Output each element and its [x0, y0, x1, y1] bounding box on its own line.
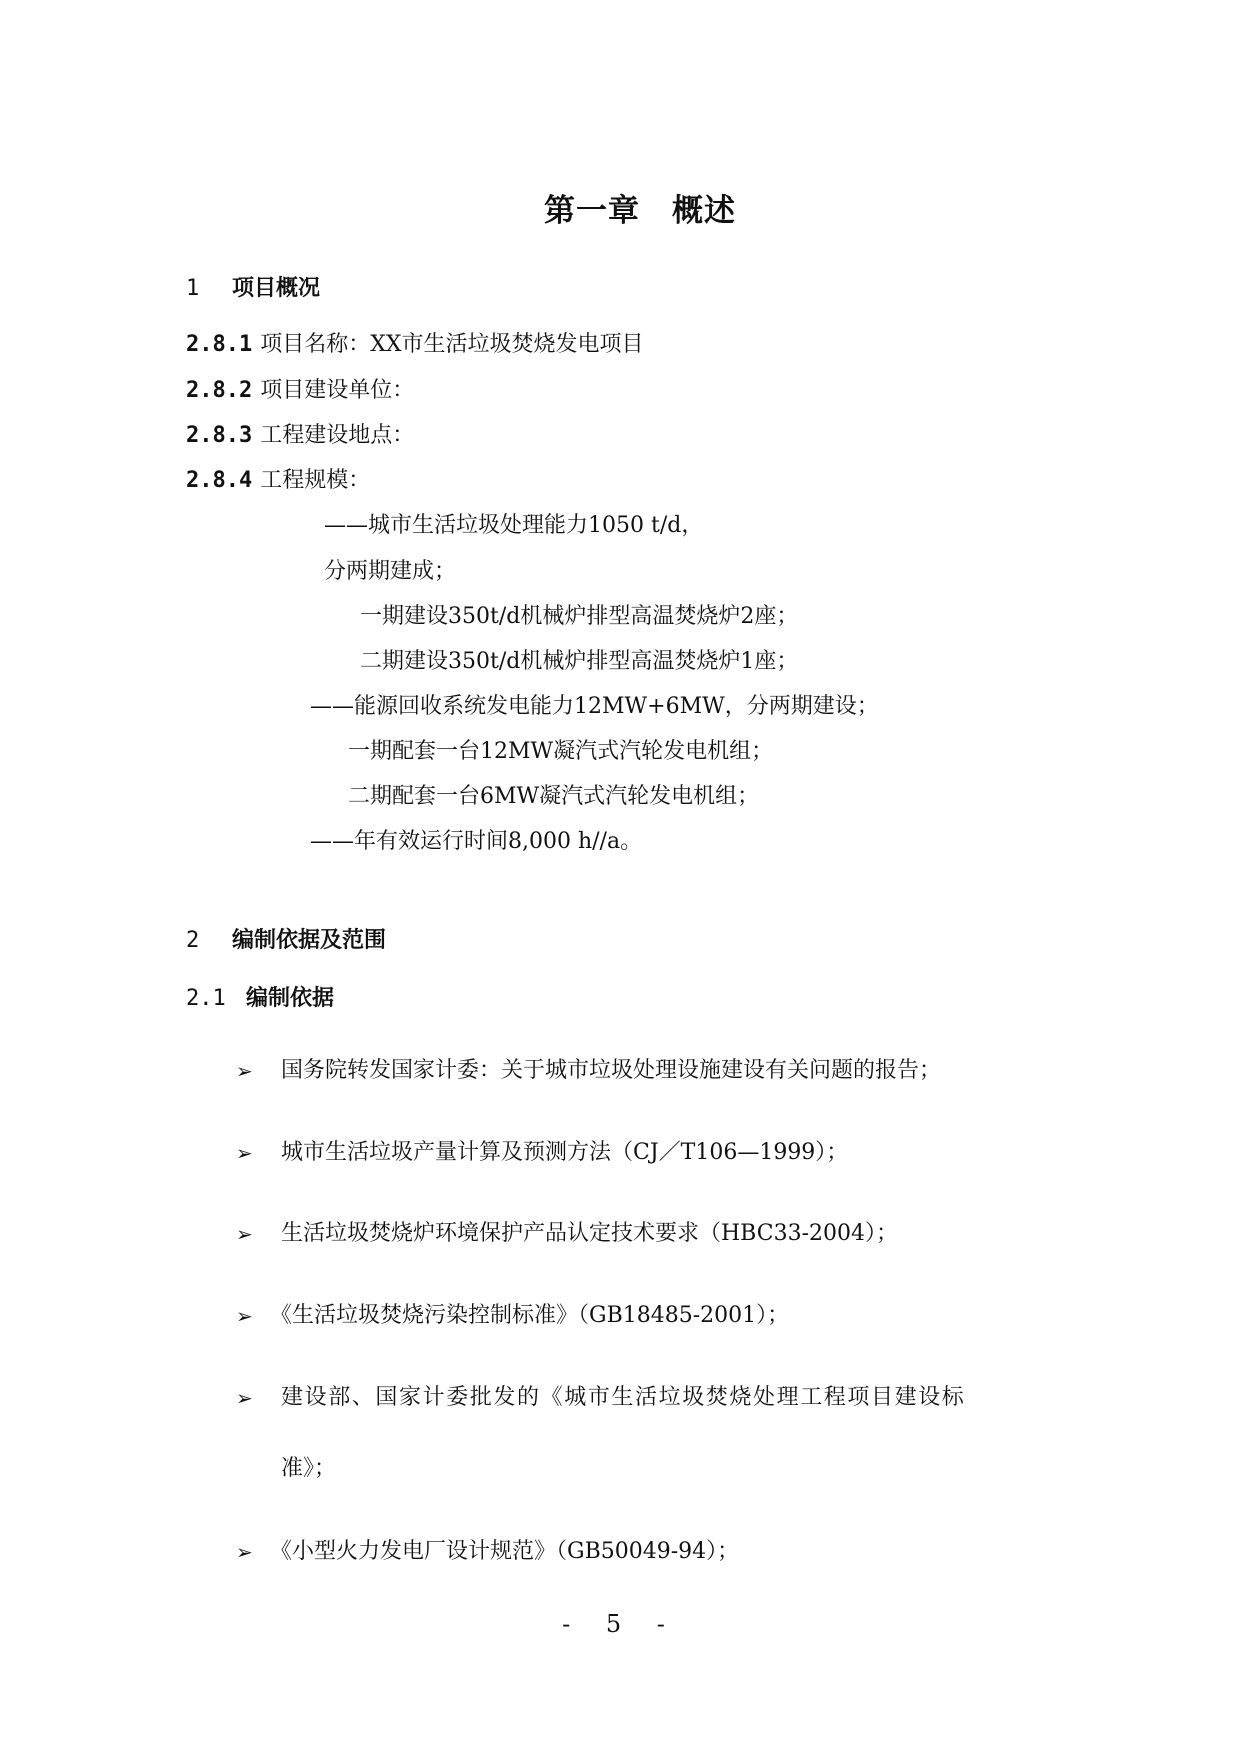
section-2-heading — [186, 930, 386, 952]
basis-item: 国务院转发国家计委：关于城市垃圾处理设施建设有关问题的报告； — [281, 1058, 942, 1083]
basis-item: 《生活垃圾焚烧污染控制标准》（GB18485-2001）； — [270, 1303, 790, 1328]
arrow-bullet-icon: ➢ — [236, 1222, 253, 1246]
item-number: 2.8.2 — [186, 378, 253, 403]
chapter-title-prefix: 第一章 — [544, 193, 640, 229]
basis-item: 《小型火力发电厂设计规范》（GB50049-94）； — [270, 1539, 740, 1564]
subsection-2-1-heading — [186, 988, 334, 1010]
scale-line: 二期建设350t/d机械炉排型高温焚烧炉1座； — [360, 649, 799, 674]
scale-line: 分两期建成； — [324, 559, 457, 584]
section-1-title: 项目概况 — [232, 276, 321, 301]
arrow-bullet-icon: ➢ — [236, 1141, 253, 1165]
item-project-name — [186, 334, 644, 356]
item-text: 工程规模： — [260, 468, 371, 493]
page-number: - 5 - — [562, 1610, 679, 1638]
section-1-heading — [186, 278, 320, 300]
item-text: 项目名称：XX市生活垃圾焚烧发电项目 — [260, 332, 644, 357]
chapter-title — [0, 193, 1241, 229]
item-number: 2.8.3 — [186, 423, 253, 448]
section-2-title: 编制依据及范围 — [232, 928, 387, 953]
section-1-number: 1 — [186, 276, 200, 301]
subsection-number: 2.1 — [186, 986, 226, 1011]
item-number: 2.8.1 — [186, 332, 253, 357]
item-project-scale — [186, 470, 370, 492]
arrow-bullet-icon: ➢ — [236, 1540, 253, 1564]
subsection-title: 编制依据 — [246, 986, 335, 1011]
arrow-bullet-icon: ➢ — [236, 1386, 253, 1410]
scale-line: 一期配套一台12MW凝汽式汽轮发电机组； — [348, 739, 774, 764]
scale-line: ——年有效运行时间8,000 h//a。 — [310, 829, 643, 854]
chapter-title-main: 概述 — [672, 193, 736, 229]
basis-item: 城市生活垃圾产量计算及预测方法（CJ／T106—1999）； — [281, 1140, 849, 1165]
arrow-bullet-icon: ➢ — [236, 1059, 253, 1083]
section-2-number: 2 — [186, 928, 200, 953]
item-text: 项目建设单位： — [260, 378, 415, 403]
arrow-bullet-icon: ➢ — [236, 1304, 253, 1328]
item-text: 工程建设地点： — [260, 423, 415, 448]
item-construction-unit — [186, 380, 414, 402]
basis-item: 生活垃圾焚烧炉环境保护产品认定技术要求（HBC33-2004）； — [281, 1221, 899, 1246]
scale-line: ——能源回收系统发电能力12MW+6MW，分两期建设； — [310, 694, 879, 719]
item-construction-site — [186, 425, 414, 447]
scale-line: 二期配套一台6MW凝汽式汽轮发电机组； — [348, 784, 760, 809]
item-number: 2.8.4 — [186, 468, 253, 493]
scale-line: 一期建设350t/d机械炉排型高温焚烧炉2座； — [360, 604, 799, 629]
scale-line: ——城市生活垃圾处理能力1050 t/d， — [324, 513, 704, 538]
basis-item-continuation: 准》； — [281, 1456, 337, 1481]
basis-item: 建设部、国家计委批发的《城市生活垃圾焚烧处理工程项目建设标 — [281, 1385, 966, 1410]
